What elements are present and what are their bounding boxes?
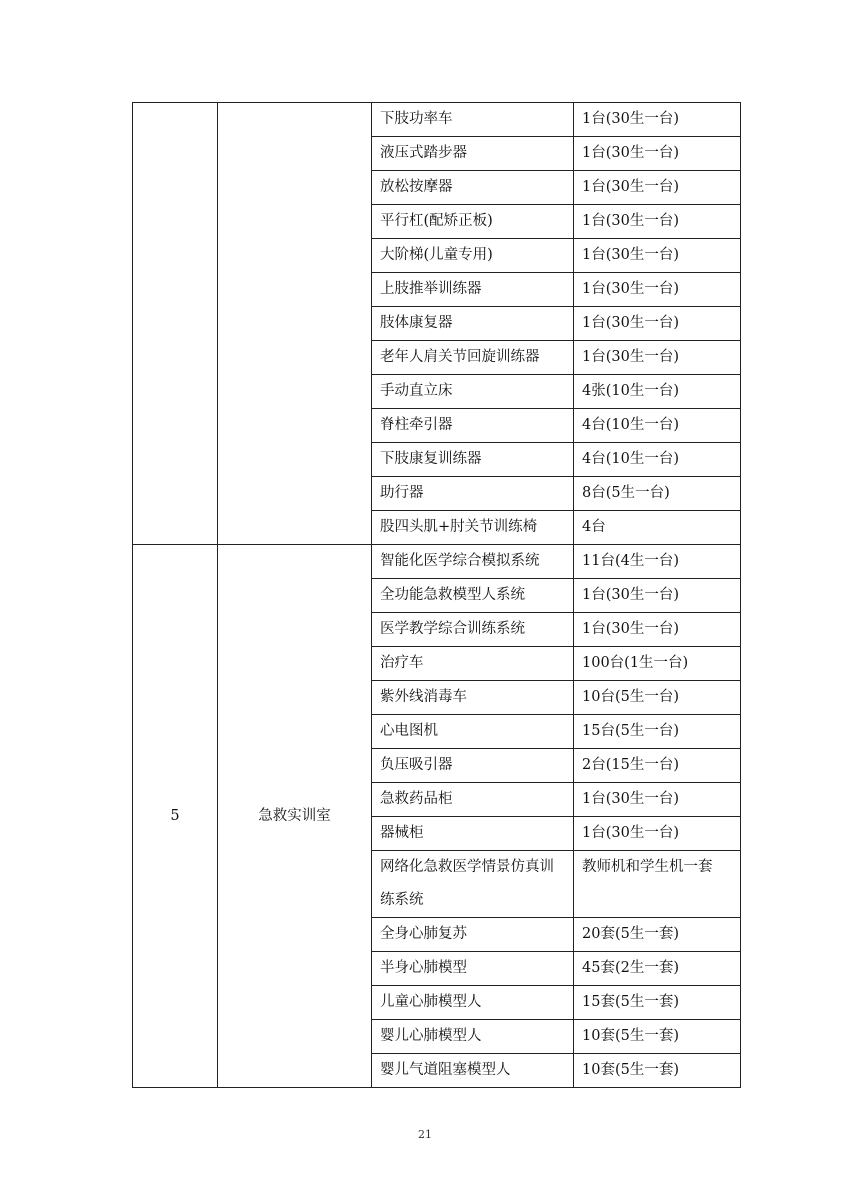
- table-row: [133, 103, 741, 137]
- equipment-quantity-cell: 1台(30生一台): [574, 307, 741, 341]
- equipment-name-cell: 上肢推举训练器: [372, 273, 574, 307]
- equipment-name-cell: 下肢功率车: [372, 103, 574, 137]
- room-name-cell: [218, 103, 372, 545]
- equipment-quantity-cell: 4张(10生一台): [574, 375, 741, 409]
- equipment-name-cell: 下肢康复训练器: [372, 443, 574, 477]
- equipment-name-cell: 负压吸引器: [372, 749, 574, 783]
- equipment-table-body: [133, 103, 741, 1088]
- equipment-table: [132, 102, 741, 1088]
- equipment-name-cell: 半身心肺模型: [372, 952, 574, 986]
- equipment-quantity-cell: 教师机和学生机一套: [574, 851, 741, 918]
- equipment-quantity-cell: 1台(30生一台): [574, 783, 741, 817]
- equipment-name-cell: 紫外线消毒车: [372, 681, 574, 715]
- equipment-quantity-cell: 1台(30生一台): [574, 171, 741, 205]
- equipment-quantity-cell: 1台(30生一台): [574, 341, 741, 375]
- equipment-name-cell: 医学教学综合训练系统: [372, 613, 574, 647]
- equipment-name-cell: 平行杠(配矫正板): [372, 205, 574, 239]
- equipment-name-cell: 儿童心肺模型人: [372, 986, 574, 1020]
- equipment-name-cell: 放松按摩器: [372, 171, 574, 205]
- equipment-quantity-cell: 1台(30生一台): [574, 239, 741, 273]
- equipment-quantity-cell: 15套(5生一套): [574, 986, 741, 1020]
- equipment-quantity-cell: 1台(30生一台): [574, 137, 741, 171]
- equipment-quantity-cell: 15台(5生一台): [574, 715, 741, 749]
- equipment-quantity-cell: 1台(30生一台): [574, 613, 741, 647]
- equipment-name-cell: 全功能急救模型人系统: [372, 579, 574, 613]
- equipment-name-cell: 大阶梯(儿童专用): [372, 239, 574, 273]
- equipment-quantity-cell: 10套(5生一套): [574, 1020, 741, 1054]
- equipment-name-cell: 婴儿心肺模型人: [372, 1020, 574, 1054]
- equipment-name-cell: 治疗车: [372, 647, 574, 681]
- equipment-quantity-cell: 4台(10生一台): [574, 443, 741, 477]
- equipment-quantity-cell: 10台(5生一台): [574, 681, 741, 715]
- equipment-quantity-cell: 20套(5生一套): [574, 918, 741, 952]
- equipment-quantity-cell: 100台(1生一台): [574, 647, 741, 681]
- equipment-name-cell: 老年人肩关节回旋训练器: [372, 341, 574, 375]
- equipment-name-cell: 液压式踏步器: [372, 137, 574, 171]
- table-row: [133, 545, 741, 579]
- equipment-name-cell: 手动直立床: [372, 375, 574, 409]
- equipment-quantity-cell: 1台(30生一台): [574, 273, 741, 307]
- equipment-name-cell: 助行器: [372, 477, 574, 511]
- equipment-quantity-cell: 10套(5生一套): [574, 1054, 741, 1088]
- equipment-quantity-cell: 1台(30生一台): [574, 579, 741, 613]
- equipment-quantity-cell: 2台(15生一台): [574, 749, 741, 783]
- equipment-quantity-cell: 4台(10生一台): [574, 409, 741, 443]
- equipment-name-cell: 急救药品柜: [372, 783, 574, 817]
- equipment-name-cell: 脊柱牵引器: [372, 409, 574, 443]
- room-index-cell: 5: [133, 545, 218, 1088]
- room-index-cell: [133, 103, 218, 545]
- equipment-quantity-cell: 1台(30生一台): [574, 817, 741, 851]
- equipment-name-cell: 网络化急救医学情景仿真训练系统: [372, 851, 574, 918]
- equipment-quantity-cell: 11台(4生一台): [574, 545, 741, 579]
- equipment-name-cell: 肢体康复器: [372, 307, 574, 341]
- room-name-cell: 急救实训室: [218, 545, 372, 1088]
- equipment-quantity-cell: 1台(30生一台): [574, 205, 741, 239]
- equipment-name-cell: 智能化医学综合模拟系统: [372, 545, 574, 579]
- equipment-name-cell: 婴儿气道阻塞模型人: [372, 1054, 574, 1088]
- equipment-quantity-cell: 4台: [574, 511, 741, 545]
- equipment-name-cell: 器械柜: [372, 817, 574, 851]
- equipment-name-cell: 心电图机: [372, 715, 574, 749]
- equipment-name-cell: 全身心肺复苏: [372, 918, 574, 952]
- equipment-quantity-cell: 45套(2生一套): [574, 952, 741, 986]
- equipment-quantity-cell: 8台(5生一台): [574, 477, 741, 511]
- page-number: 21: [418, 1128, 432, 1141]
- equipment-quantity-cell: 1台(30生一台): [574, 103, 741, 137]
- equipment-name-cell: 股四头肌+肘关节训练椅: [372, 511, 574, 545]
